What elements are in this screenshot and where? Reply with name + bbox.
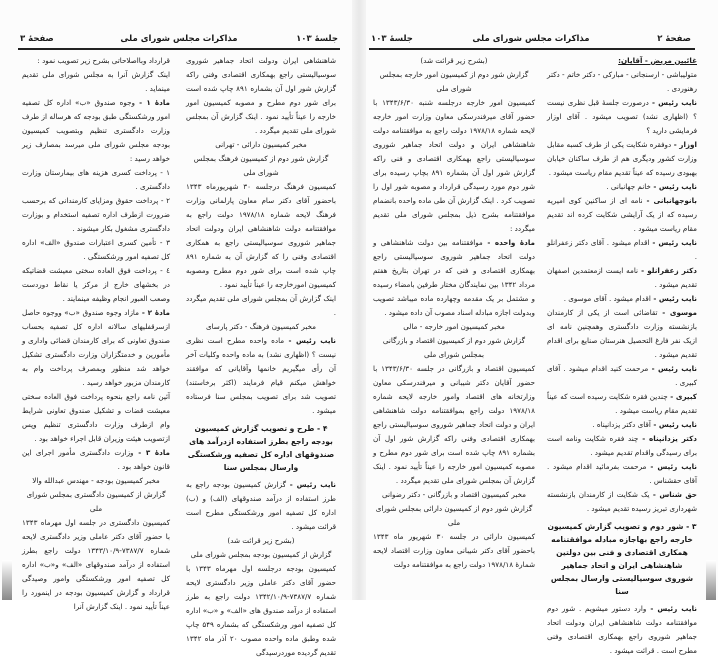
paragraph: [22, 264, 170, 306]
left-page: [0, 0, 359, 657]
centered-line: (بشرح زیر قرائت شد): [420, 56, 488, 65]
paragraph: [547, 138, 697, 180]
centered-line: گزارش شور دوم از کمیسیون فرهنگ بمجلس شورای ملی: [193, 154, 329, 177]
speaker-label: مادهٔ ۱ -: [135, 98, 170, 107]
speaker-label: مادهٔ ۲ -: [138, 308, 170, 317]
paragraph-text: مازاد وجوه صندوق «ب» ووجوه حاصل ازسرقفلیهای سالانه اداره کل تصفیه بحساب صندوق تعاونی که برای کارمندان قضائی واداری و مأمورین و خدمتگزاران وزارت دادگستری تشکیل خواهد شد منظور وبمصرف پرداخت وام به کارمندان مزبور خواهد رسید .: [22, 308, 170, 387]
paragraph: [186, 180, 336, 292]
paragraph: [22, 68, 170, 96]
paragraph: [547, 460, 697, 488]
paragraph: [547, 390, 697, 418]
scan-edge-left: [2, 560, 12, 600]
paragraph-text: نامه ای از ساکنین کوی امیریه رسیده که از یک آرایشی شکایت کرده اند تقدیم مقام ریاست میشود .: [547, 196, 697, 233]
speaker-label: دکتر یزدانپناه -: [638, 434, 697, 443]
paragraph-text: وجوه صندوق «ب» اداره کل تصفیه امور ورشکستگی طبق بودجه که هرساله از طرف وزارت دادگستری تنظیم وبتصویب کمیسیون بودجه مجلس شورای ملی میرسد بمصارف زیر خواهد رسید :: [22, 98, 170, 163]
centered-line: مخبر کمیسیون دارائی - تهرانی: [215, 140, 307, 149]
paragraph: [186, 562, 336, 660]
page-label: صفحهٔ ۲: [657, 34, 691, 44]
speaker-label: نایب رئیس -: [650, 420, 697, 429]
speaker-label: حق شناس -: [649, 490, 697, 499]
speaker-label: نایب رئیس -: [650, 294, 697, 303]
paragraph-text: مرحمت کنید اقدام میشود . آقای کبیری .: [547, 364, 697, 387]
centered-line: گزارش از کمیسیون بودجه بمجلس شورای ملی: [190, 550, 332, 559]
right-page-column-right: [547, 54, 697, 658]
paragraph-text: چندین فقره شکایت رسیده است که عیناً تقدیم مقام ریاست میشود .: [547, 392, 697, 415]
paragraph-text: اقدام میشود . آقای دکتر زعفرانلو .: [547, 238, 697, 261]
paragraph: [547, 432, 697, 460]
paragraph: [547, 362, 697, 390]
paragraph: [186, 292, 336, 320]
speaker-label: نایب رئیس -: [286, 480, 336, 489]
paragraph-text: ۲ - پرداخت حقوق ومزایای کارمندانی که برحسب ضرورت ازطرف اداره تصفیه استخدام و بوزارت دادگستری مشغول بکار میشوند .: [22, 196, 170, 233]
paragraph-text: کمیسیون دارائی در جلسه ۳۰ شهریور ماه ۱۳۴۳ باحضور آقای دکتر شیبانی معاون وزارت اقتصاد لایحه شمارهٔ ۱۹۷۸/۱۸ دولت راجع به موافقتنامه دولت: [373, 532, 535, 569]
paragraph: [22, 446, 170, 474]
centered-line: گزارش از کمیسیون دادگستری بمجلس شورای ملی: [26, 490, 166, 513]
right-page: [359, 0, 718, 655]
centered-line: گزارش شور دوم از کمیسیون امور خارجه بمجلس شورای ملی: [379, 70, 529, 93]
paragraph-text: قرارداد وبااصلاحاتی بشرح زیر تصویب نمود :: [37, 56, 170, 65]
speaker-label: نایب رئیس -: [648, 98, 697, 107]
paragraph: [547, 236, 697, 264]
scan-edge-right: [706, 560, 716, 600]
centered-line: گزارش شور دوم از کمیسیون اقتصاد و بازرگانی بمجلس شورای ملی: [382, 336, 526, 359]
paragraph: [547, 602, 697, 658]
paragraph: [547, 488, 697, 516]
paragraph: [373, 236, 535, 320]
paragraph-text: اینک گزارش آنرا به مجلس شورای ملی تقدیم مینماید .: [22, 70, 170, 93]
header-title: مذاکرات مجلس شورای ملی: [472, 34, 590, 44]
paragraph: [547, 306, 697, 362]
centered-line: مخبر کمیسیون بودجه - مهندس عبدالله والا: [32, 476, 160, 485]
paragraph-text: ۱ - پرداخت کسری هزینه های بیمارستان وزارت دادگستری .: [22, 168, 170, 191]
paragraph-text: کمیسیون اقتصاد و بازرگانی در جلسه ۱۳۴۳/۶/۳۰ با حضور آقایان دکتر شیبانی و میرفندرسکی معاون وزارتخانه های اقتصاد وامور خارجه لایحه شماره ۱۹۷۸/۱۸ دولت راجع بموافقتنامه دولت شاهنشاهی ایران و دولت اتحاد جماهیر شوروی سوسیالیستی راجع بهمکاری اقتصادی وفنی راکه گزارش شور اول آن بشماره ۸۹۱ چاپ شده است برای شور دوم مطرح و مصوبه کمیسیون امور خارجه را عیناً تأیید نمود . اینک گزارش آن بمجلس شورای ملی تقدیم میگردد .: [373, 364, 535, 485]
speaker-label: بانوجهانبانی -: [642, 196, 697, 205]
left-page-header: [20, 34, 338, 48]
right-page-column-left: [373, 54, 535, 572]
paragraph-text: چند فقره شکایت ونامه است برای رسیدگی واقدام تقدیم میشود .: [547, 434, 697, 457]
paragraph: [547, 264, 697, 292]
paragraph: [547, 96, 697, 138]
paragraph-text: اقدام میشود . آقای موسوی .: [563, 294, 651, 303]
paragraph: [22, 306, 170, 390]
paragraph: [373, 362, 535, 488]
paragraph-text: ٤ - پرداخت فوق العاده سختی معیشت قضاتیکه در بخشهای خارج از مرکز یا نقاط دوردست وصعب العبور انجام وظیفه مینمایند .: [22, 266, 170, 303]
session-label: جلسهٔ ۱۰۳: [371, 34, 413, 44]
paragraph-text: خانم جهانبانی .: [606, 182, 651, 191]
paragraph: [22, 166, 170, 194]
paragraph: [547, 194, 697, 236]
paragraph-text: ماده واحده مطرح است نظری نیست ؟ (اظهاری نشد) به ماده واحده وکلیات آخر آن رأی میگیریم خانمها وآقایانی که موافقند خواهش میکنم قیام فرمایند (اکثر برخاستند) تصویب شد برای تصویب بمجلس سنا فرستاده میشود .: [186, 336, 336, 415]
paragraph: [186, 54, 336, 138]
speaker-label: نایب رئیس -: [646, 462, 697, 471]
paragraph-text: کمیسیون دادگستری در جلسه اول مهرماه ۱۳۴۳ با حضور آقای دکتر عاملی وزیر دادگستری لایحه شماره ۷۳۸۷/۷-۱۳۴۳/۱۰/۹ دولت راجع بطرز استفاده از درآمد صندوقهای «الف» و«ب» اداره کل تصفیه امور ورشکستگی وامور وصیدگی قرارداد و گزارش کمیسیون بودجه در اینمورد را عیناً تأیید نمود . اینک گزارش آنرا: [22, 518, 170, 611]
centered-line: مخبر کمیسیون اقتصاد و بازرگانی - دکتر رضوانی: [382, 490, 526, 499]
paragraph-text: نامه ایست ازمعتمدین اصفهان تقدیم میشود .: [547, 266, 697, 289]
paragraph: [22, 390, 170, 446]
paragraph-text: یک شکایت از کارمندان بازنشسته شهرداری تبریز رسیده تقدیم میشود .: [547, 490, 697, 513]
speaker-label: نایب رئیس -: [284, 336, 336, 345]
paragraph: [547, 180, 697, 194]
paragraph: [373, 530, 535, 572]
centered-line: (بشرح زیر قرائت شد): [227, 536, 295, 545]
speaker-label: دکتر زعفرانلو -: [638, 266, 697, 275]
section-heading: ۴ - طرح و تصویب گزارش کمیسیون بودجه راجع بطرز استفاده ازدرآمد های صندوقهای اداره کل تصفیه ورشکستگی وارسال بمجلس سنا: [187, 424, 335, 472]
paragraph: [22, 194, 170, 236]
header-title: مذاکرات مجلس شورای ملی: [120, 34, 238, 44]
paragraph-text: وزارت دادگستری مأمور اجرای این قانون خواهد بود .: [22, 448, 170, 471]
paragraph-text: آئین نامه راجع بنحوه پرداخت فوق العاده سختی معیشت قضات و تشکیل صندوق تعاونی شرایط وام ازطرف وزارت دادگستری تنظیم وپس ازتصویب هیئت وزیران قابل اجراء خواهد بود .: [22, 392, 170, 443]
header-rule: [369, 48, 695, 50]
paragraph-text: کمیسیون فرهنگ درجلسه ۳۰ شهریورماه ۱۳۴۳ باحضور آقای دکتر سام معاون پارلمانی وزارت فرهنگ لایحه شماره ۱۹۷۸/۱۸ دولت راجع به موافقتنامه دولت شاهنشاهی ایران ودولت اتحاد جماهیر شوروی سوسیالیستی راجع به همکاری اقتصادی وفنی را که گزارش آن به شماره ۸۹۱ چاپ شده است برای شور دوم مطرح ومصوبه کمیسیون امورخارجه را عیناً تأیید نمود .: [186, 182, 336, 289]
paragraph-text: آقای دکتر یزدانپناه .: [592, 420, 651, 429]
paragraph: [22, 516, 170, 614]
centered-line: مخبر کمیسیون فرهنگ - دکتر پارسای: [205, 322, 316, 331]
speaker-label: نایب رئیس -: [648, 364, 697, 373]
paragraph-text: گزارش کمیسیون بودجه راجع به طرز استفاده از درآمد صندوقهای (الف) و (ب) اداره کل تصفیه امور ورشکستگی مطرح است قرائت میشود .: [186, 480, 336, 531]
speaker-label: موسوی -: [657, 308, 697, 317]
paragraph-text: متولیباشی - ارسنجانی - مبارکی - دکتر خاتم - دکتر رهنوردی .: [547, 70, 697, 93]
centered-line: گزارش شور دوم از کمیسیون دارائی بمجلس شورای ملی: [375, 504, 533, 527]
paragraph-text: تقاضائی است از یکی از کارمندان بازنشسته وزارت دادگستری وهمچنین نامه ای ازیک نفر فارغ التحصیل هنرستان صنایع برای اقدام تقدیم میشود .: [547, 308, 697, 359]
paragraph: [547, 68, 697, 96]
paragraph: [22, 96, 170, 166]
paragraph: [22, 236, 170, 264]
paragraph: [373, 96, 535, 236]
paragraph-text: مرحمت بفرمائید اقدام میشود . آقای حقشناس .: [547, 462, 697, 485]
paragraph-text: شاهنشاهی ایران ودولت اتحاد جماهیر شوروی سوسیالیستی راجع بهمکاری اقتصادی وفنی راکه گزارش شور اول آن بشماره ۸۹۱ چاپ شده است برای شور دوم مطرح و مصوبه کمیسیون امور خارجه را عیناً تأیید نمود . اینک گزارش آن بمجلس شورای ملی تقدیم میگردد .: [186, 56, 336, 135]
speaker-label: کبیری -: [667, 392, 697, 401]
header-rule: [18, 48, 340, 50]
centered-line: مخبر کمیسیون امور خارجه - مالی: [403, 322, 505, 331]
paragraph: [547, 418, 697, 432]
speaker-label: مادهٔ ۳ -: [133, 448, 170, 457]
paragraph: [22, 54, 170, 68]
paragraph: [186, 334, 336, 418]
paragraph-text: کمیسیون بودجه درجلسه اول مهرماه ۱۳۴۳ با حضور آقای دکتر عاملی وزیر دادگستری لایحه شماره ۷۳۸۷/۷-۱۳۴۲/۱۰/۹ دولت راجع به طرز استفاده از درآمد صندوق های «الف» و «ب» اداره کل تصفیه امور ورشکستگی که بشماره ۵۴۹ چاپ شده وطبق ماده واحده مصوب ۲۰ آذر ماه ۱۳۴۲ تقدیم گردیده موردرسیدگی: [186, 564, 337, 657]
paragraph-text: وارد دستور میشویم . شور دوم موافقتنامه دولت شاهنشاهی ایران ودولت اتحاد جماهیر شوروی راجع بهمکاری اقتصادی وفنی مطرح است . قرائت میشود .: [547, 604, 697, 655]
speaker-label: مادهٔ واحده -: [482, 238, 535, 247]
speaker-label: اوزار -: [671, 140, 697, 149]
session-label: جلسهٔ ۱۰۳: [296, 34, 338, 44]
paragraph: [186, 478, 336, 534]
page-label: صفحهٔ ۳: [20, 34, 54, 44]
left-page-column-left: [22, 54, 170, 614]
speaker-label: نایب رئیس -: [646, 604, 697, 613]
paragraph-text: کمیسیون امور خارجه درجلسه شنبه ۱۳۴۳/۶/۳۰ با حضور آقای میرفندرسکی معاون وزارت امور خارجه لایحه شماره ۱۹۷۸/۱۸ دولت راجع به موافقتنامه دولت شاهنشاهی ایران و دولت اتحاد جماهیر شوروی سوسیالیستی راجع بهمکاری اقتصادی و فنی راکه گزارش شور اول آن بشماره ۸۹۱ بچاپ رسیده برای شور دوم مورد رسیدگی قرارداد و مصوبه شور اول را تصویب کرد . اینک گزارش آن طی ماده واحده بانضمام موافقتنامه بشرح ذیل بمجلس شورای ملی تقدیم میگردد :: [373, 98, 535, 233]
right-page-header: [371, 34, 691, 48]
speaker-label: نایب رئیس -: [650, 182, 697, 191]
left-page-column-right: [186, 54, 336, 660]
absentees-heading: غائبین مریض - آقایان:: [618, 56, 697, 65]
paragraph-text: دوفقره شکایت یکی از طرف کسبه مقابل وزارت کشور ودیگری هم از طرف ساکنان خیابان بهبودی رسیده که عیناً تقدیم مقام ریاست میشود .: [547, 140, 697, 177]
paragraph-text: اینک گزارش آن بمجلس شورای ملی تقدیم میگردد .: [186, 294, 336, 317]
paragraph: [547, 292, 697, 306]
speaker-label: نایب رئیس -: [649, 238, 697, 247]
paragraph-text: درصورت جلسهٔ قبل نظری نیست ؟ (اظهاری نشد) تصویب میشود . آقای اوزار فرمایشی دارید ؟: [547, 98, 697, 135]
section-heading: ۳ - شور دوم و تصویب گزارش کمیسیون خارجه راجع بهاجازه مبادله موافقتنامه همکاری اقتصادی و فنی بین دولتین شاهنشاهی ایران و اتحاد جماهیر شوروی سوسیالیستی وارسال بمجلس سنا: [547, 522, 697, 596]
paragraph-text: موافقتنامه بین دولت شاهنشاهی و دولت اتحاد جماهیر شوروی سوسیالیستی راجع بهمکاری اقتصادی و فنی که در تهران بتاریخ هفتم مرداد ۱۳۴۲ بین نمایندگان مختار طرفین بامضاء رسیده و مشتمل بر یک مقدمه وچهارده ماده میباشد تصویب وبدولت اجازه مبادله اسناد مصوب آن داده میشود .: [373, 238, 535, 317]
paragraph-text: ۳ - تأمین کسری اعتبارات صندوق «الف» اداره کل تصفیه امور ورشکستگی .: [22, 238, 170, 261]
